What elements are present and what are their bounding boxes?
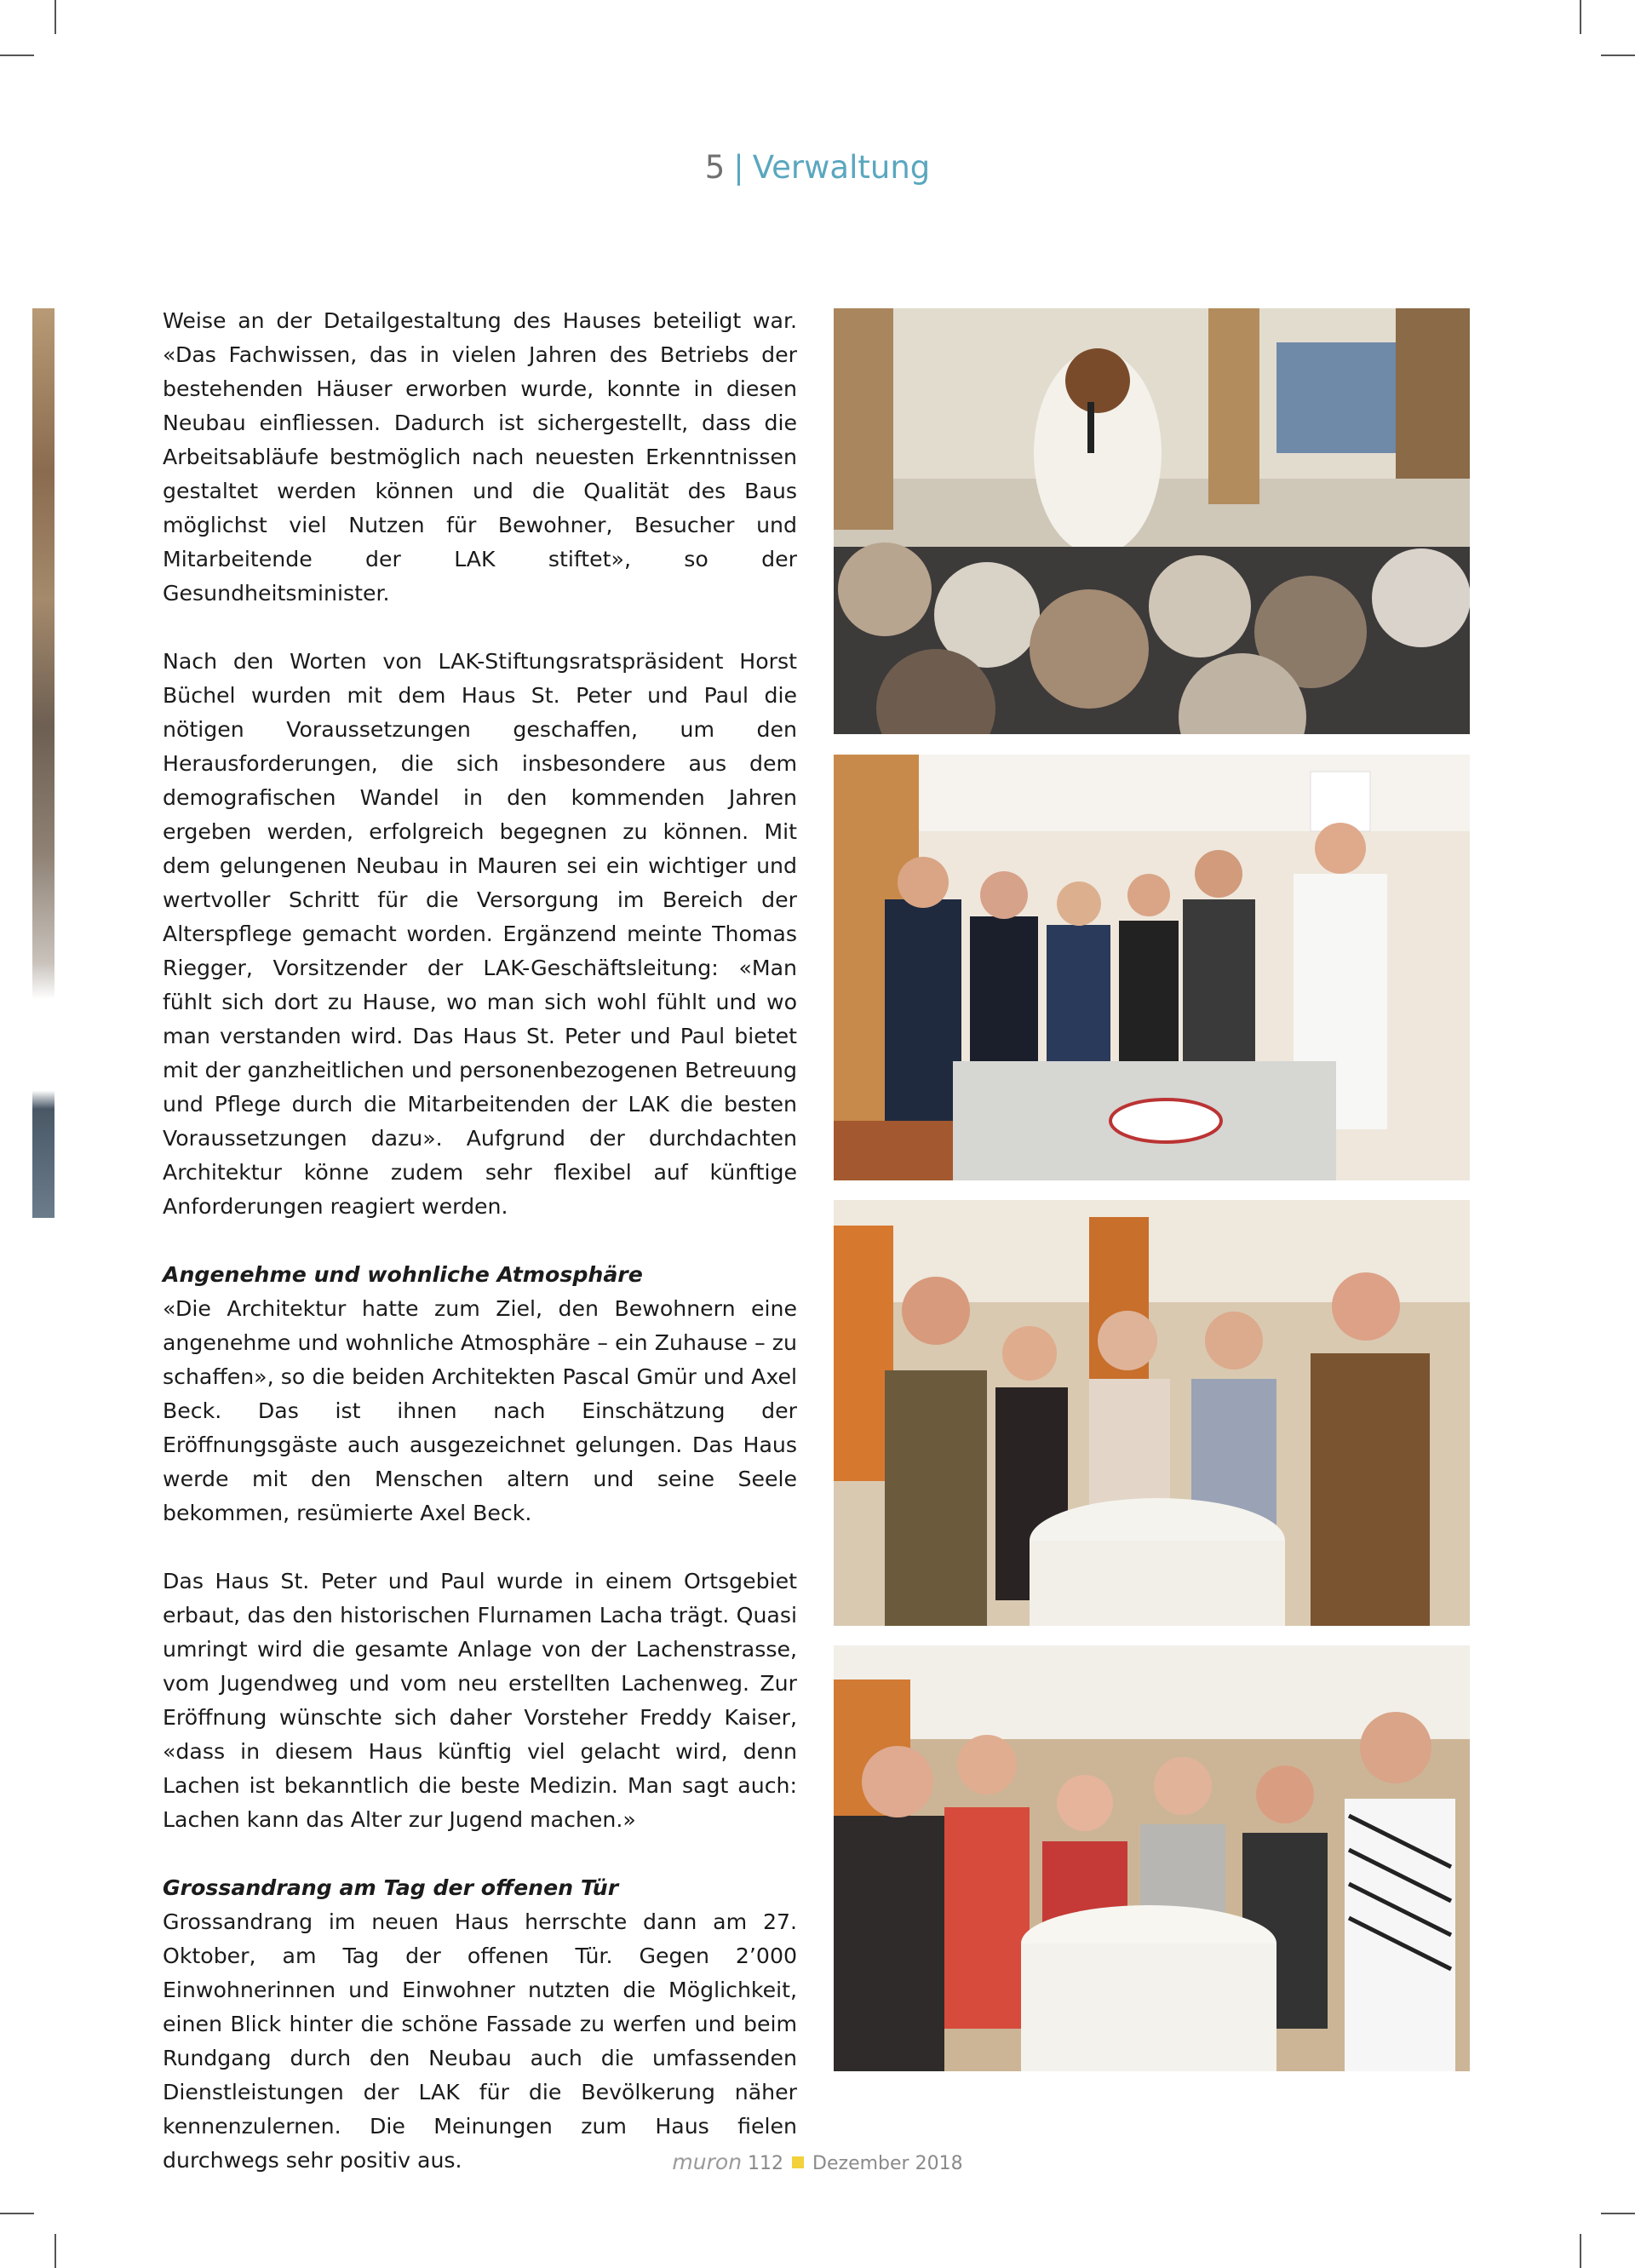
crop-mark (1601, 2213, 1635, 2214)
page-header (0, 146, 1635, 189)
crop-mark (0, 55, 34, 56)
photo-women-at-table (834, 1645, 1470, 2071)
crop-mark (1580, 2234, 1581, 2268)
photo-priest-blessing (834, 308, 1470, 734)
edge-image-strip (32, 308, 54, 1218)
crop-mark (1601, 55, 1635, 56)
crop-mark (1580, 0, 1581, 34)
article-body (163, 304, 797, 2212)
article-paragraph: «Die Architektur hatte zum Ziel, den Bewohnern eine angenehme und wohnliche Atmosphäre – ein Zuhause – zu schaffen», so die beiden Architekten Pascal Gmür und Axel Beck. Das ist ihnen nach Einschätzung der Eröffnungsgäste auch ausgezeichnet gelungen. Das Haus werde mit den Menschen altern und seine Seele bekommen, resümierte Axel Beck. (163, 1296, 797, 1525)
crop-mark (54, 2234, 56, 2268)
crop-mark (0, 2213, 34, 2214)
subheading: Angenehme und wohnliche Atmosphäre (163, 1262, 643, 1287)
issue-number: 112 (748, 2153, 784, 2174)
header-separator: | (733, 149, 744, 186)
subheading: Grossandrang am Tag der offenen Tür (163, 1875, 619, 1900)
page-number: 5 (704, 149, 726, 186)
article-paragraph: Grossandrang im neuen Haus herrschte dann am 27. Oktober, am Tag der offenen Tür. Gegen 2’000 Einwohnerinnen und Einwohner nutzten die Möglichkeit, einen Blick hinter die schöne Fassade zu werfen und beim Rundgang durch den Neubau auch die umfassenden Dienstleistungen der LAK für die Bevölkerung näher kennenzulernen. Die Meinungen zum Haus fielen durchwegs sehr positiv aus. (163, 1909, 797, 2173)
article-paragraph: Das Haus St. Peter und Paul wurde in einem Ortsgebiet erbaut, das den historischen Flurnamen Lacha trägt. Quasi umringt wird die gesamte Anlage von der Lachenstrasse, vom Jugendweg und vom neu erstellten Lachenweg. Zur Eröffnung wünschte sich daher Vorsteher Freddy Kaiser, «dass in diesem Haus künftig viel gelacht wird, denn Lachen ist bekanntlich die beste Medizin. Man sagt auch: Lachen kann das Alter zur Jugend machen.» (163, 1569, 797, 1832)
page-footer (0, 2150, 1635, 2177)
section-title: Verwaltung (752, 149, 931, 186)
photo-guests-at-table (834, 1200, 1470, 1626)
issue-date: Dezember 2018 (812, 2153, 963, 2174)
article-paragraph: Weise an der Detailgestaltung des Hauses beteiligt war. «Das Fachwissen, das in vielen Jahren des Betriebs der bestehenden Häuser erworben wurde, konnte in diesen Neubau einfliessen. Dadurch ist sichergestellt, dass die Arbeitsabläufe bestmöglich nach neuesten Erkenntnissen gestaltet werden können und die Qualität des Baus möglichst viel Nutzen für Bewohner, Besucher und Mitarbeitende der LAK stiftet», so der Gesundheitsminister. (163, 308, 797, 606)
photo-chef-with-guests (834, 755, 1470, 1180)
article-paragraph: Nach den Worten von LAK-Stiftungsratspräsident Horst Büchel wurden mit dem Haus St. Peter und Paul die nötigen Voraussetzungen geschaffen, um den Herausforderungen, die sich insbesondere aus dem demografischen Wandel in den kommenden Jahren ergeben werden, erfolgreich begegnen zu können. Mit dem gelungenen Neubau in Mauren sei ein wichtiger und wertvoller Schritt für die Versorgung im Bereich der Alterspflege gemacht worden. Ergänzend meinte Thomas Riegger, Vorsitzender der LAK-Geschäftsleitung: «Man fühlt sich dort zu Hause, wo man sich wohl fühlt und wo man verstanden wird. Das Haus St. Peter und Paul bietet mit der ganzheitlichen und personenbezogenen Betreuung und Pflege durch die Mitarbeitenden der LAK die besten Voraussetzungen dazu». Aufgrund der durchdachten Architektur könne zudem sehr flexibel auf künftige Anforderungen reagiert werden. (163, 649, 797, 1219)
magazine-name: muron (672, 2150, 743, 2174)
footer-square-icon (792, 2156, 804, 2168)
crop-mark (54, 0, 56, 34)
